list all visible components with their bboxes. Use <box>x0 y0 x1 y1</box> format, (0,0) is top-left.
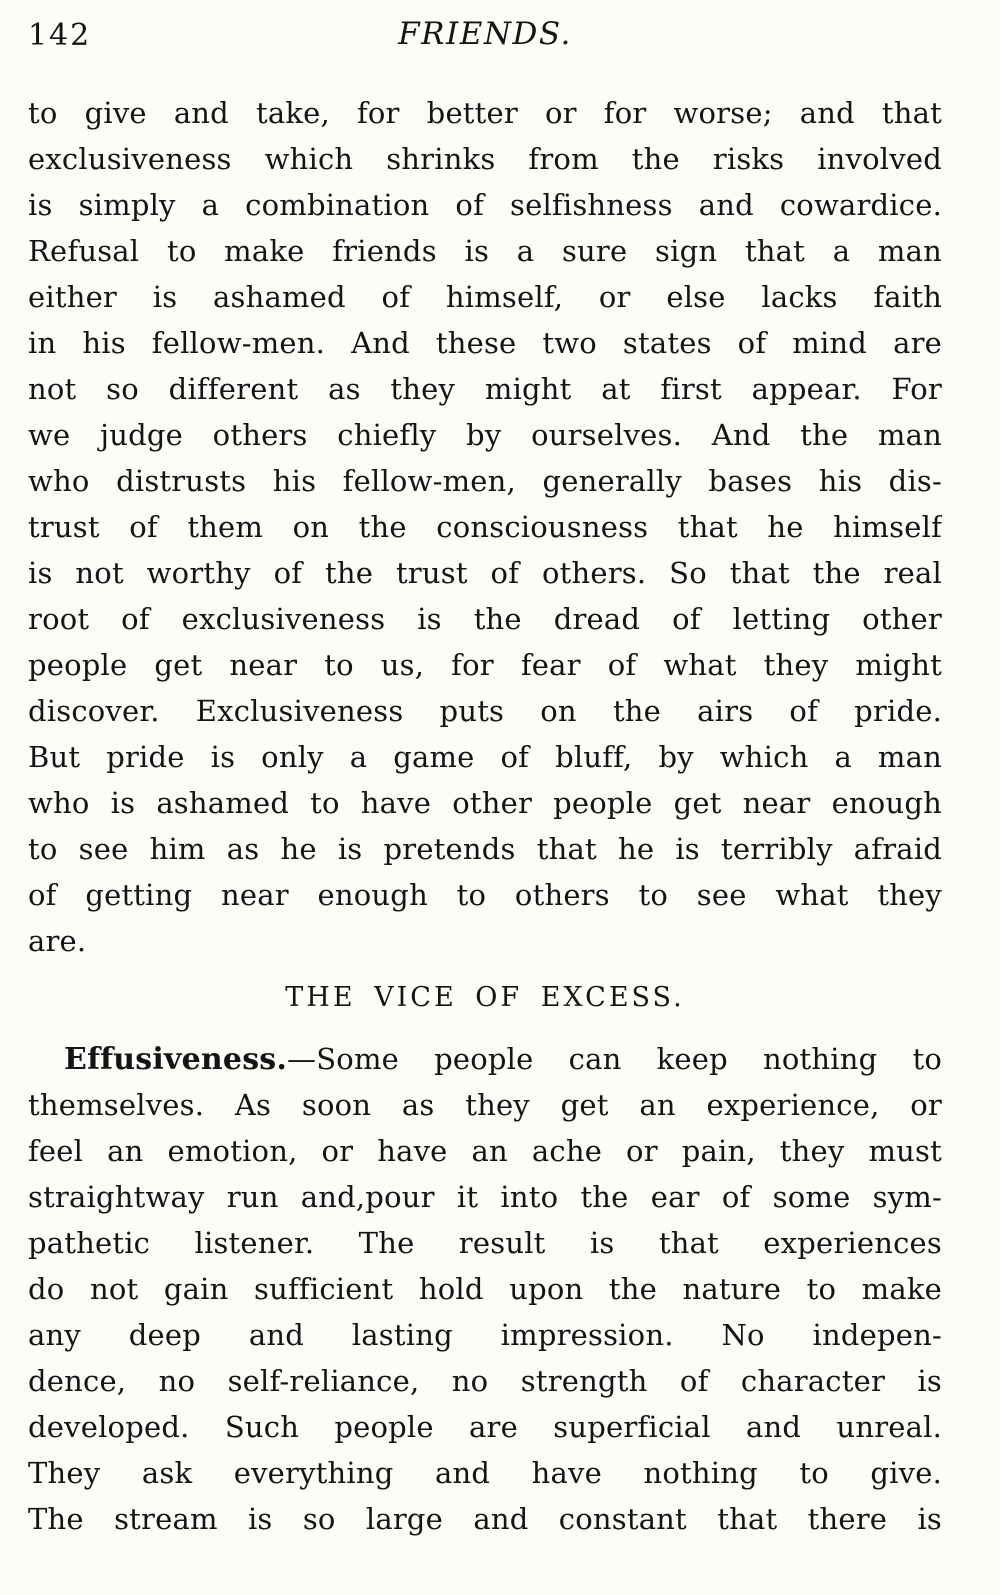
text-line: They ask everything and have nothing to give. <box>28 1456 942 1490</box>
text-line: exclusiveness which shrinks from the risks involved <box>28 142 942 176</box>
page-number: 142 <box>28 18 92 53</box>
text-line: root of exclusiveness is the dread of letting other <box>28 602 942 636</box>
section-heading: THE VICE OF EXCESS. <box>285 982 685 1013</box>
text-line: is not worthy of the trust of others. So that the real <box>28 556 942 590</box>
text-line: But pride is only a game of bluff, by which a man <box>28 740 942 774</box>
text-line: feel an emotion, or have an ache or pain, they must <box>28 1134 942 1168</box>
text-line: of getting near enough to others to see what they <box>28 878 942 912</box>
text-line: either is ashamed of himself, or else lacks faith <box>28 280 942 314</box>
paragraph-lead-word: Effusiveness. <box>64 1042 288 1077</box>
text-line: developed. Such people are superficial and unreal. <box>28 1410 942 1444</box>
text-line: themselves. As soon as they get an experience, or <box>28 1088 942 1122</box>
text-line: people get near to us, for fear of what they might <box>28 648 942 682</box>
text-line: who is ashamed to have other people get near enough <box>28 786 942 820</box>
text-line: is simply a combination of selfishness and cowardice. <box>28 188 942 222</box>
text-line: we judge others chiefly by ourselves. And the man <box>28 418 942 452</box>
text-line: The stream is so large and constant that there is <box>28 1502 942 1536</box>
text-line: any deep and lasting impression. No indepen- <box>28 1318 942 1352</box>
text-line: dence, no self-reliance, no strength of character is <box>28 1364 942 1398</box>
text-line: to give and take, for better or for worse; and that <box>28 96 942 130</box>
text-line: are. <box>28 924 87 958</box>
text-line: straightway run and,pour it into the ear of some sym- <box>28 1180 942 1214</box>
text-line: who distrusts his fellow-men, generally bases his dis- <box>28 464 942 498</box>
text-line-rest: —Some people can keep nothing to <box>287 1042 942 1076</box>
text-line: Refusal to make friends is a sure sign that a man <box>28 234 942 268</box>
text-line: not so different as they might at first appear. For <box>28 372 942 406</box>
text-line: in his fellow-men. And these two states of mind are <box>28 326 942 360</box>
text-line: to see him as he is pretends that he is terribly afraid <box>28 832 942 866</box>
paragraph-continuation <box>28 90 942 964</box>
page-header <box>28 16 942 62</box>
running-head: FRIENDS. <box>398 16 572 52</box>
text-line: do not gain sufficient hold upon the nature to make <box>28 1272 942 1306</box>
paragraph-effusiveness <box>28 1036 942 1542</box>
text-line <box>28 1036 942 1082</box>
text-line: pathetic listener. The result is that experiences <box>28 1226 942 1260</box>
text-line: discover. Exclusiveness puts on the airs of pride. <box>28 694 942 728</box>
text-line: trust of them on the consciousness that he himself <box>28 510 942 544</box>
